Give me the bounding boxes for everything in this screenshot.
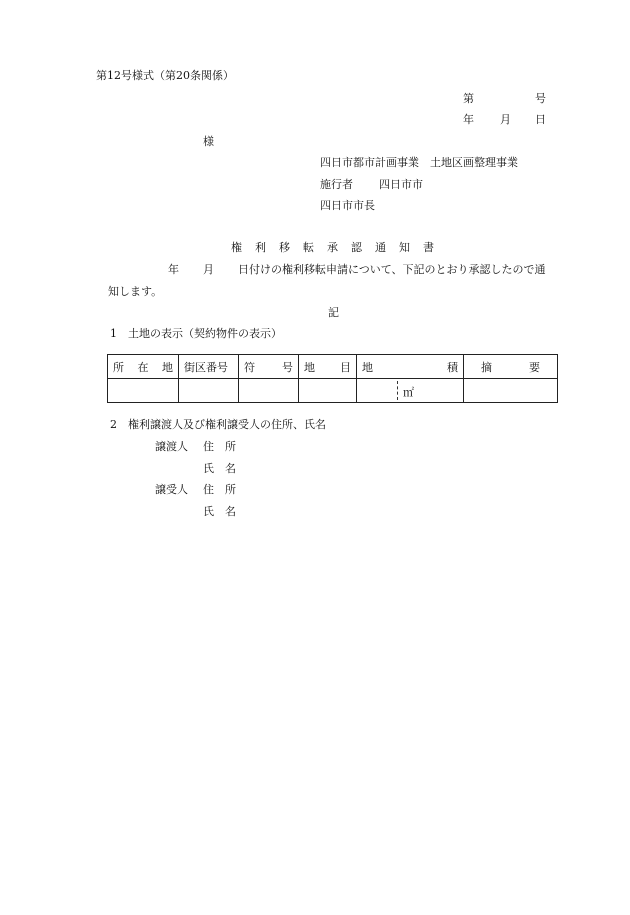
doc-number-suffix: 号: [535, 92, 546, 105]
header-lot-code: 符 号: [239, 355, 299, 379]
doc-number-prefix: 第: [463, 92, 474, 105]
land-table: [107, 354, 558, 403]
land-table-data-row: [108, 379, 558, 403]
cell-area: [357, 379, 464, 403]
body-line-2: 知します。: [108, 285, 163, 298]
body-line-1: 日付けの権利移転申請について、下記のとおり承認したので通: [238, 263, 546, 276]
cell-location: [108, 379, 179, 403]
transferor-label: 譲渡人: [155, 440, 188, 453]
mayor-title: 四日市市長: [320, 199, 375, 212]
date-day: 日: [535, 113, 546, 126]
header-location: 所 在 地: [108, 355, 179, 379]
body-date-month: 月: [203, 263, 214, 276]
executor-label: 施行者: [320, 178, 353, 191]
section-2-heading: 2 権利譲渡人及び権利譲受人の住所、氏名: [110, 418, 326, 431]
project-name: 四日市都市計画事業 土地区画整理事業: [320, 156, 518, 169]
cell-lot-code: [239, 379, 299, 403]
section-1-heading: 1 土地の表示（契約物件の表示）: [110, 327, 282, 340]
body-date-year: 年: [168, 263, 179, 276]
transferor-name-label: 氏 名: [203, 462, 236, 475]
executor-name: 四日市市: [379, 178, 423, 191]
transferee-label: 譲受人: [155, 483, 188, 496]
transferor-address-label: 住 所: [203, 440, 236, 453]
cell-remarks: [464, 379, 558, 403]
ki-marker: 記: [328, 306, 339, 319]
land-table-header-row: [108, 355, 558, 379]
cell-block-number: [179, 379, 239, 403]
area-unit: ㎡: [403, 386, 414, 399]
document-title: 権利移転承認通知書: [231, 241, 447, 254]
cell-land-category: [299, 379, 357, 403]
addressee-suffix: 様: [203, 135, 214, 148]
transferee-name-label: 氏 名: [203, 505, 236, 518]
transferee-address-label: 住 所: [203, 483, 236, 496]
header-block-number: 街区番号: [179, 355, 239, 379]
header-land-category: 地 目: [299, 355, 357, 379]
date-month: 月: [500, 113, 511, 126]
date-year: 年: [463, 113, 474, 126]
header-remarks: 摘 要: [464, 355, 558, 379]
header-area: 地 積: [357, 355, 464, 379]
form-label: 第12号様式（第20条関係）: [96, 69, 234, 82]
area-decimal-divider: [397, 381, 398, 400]
